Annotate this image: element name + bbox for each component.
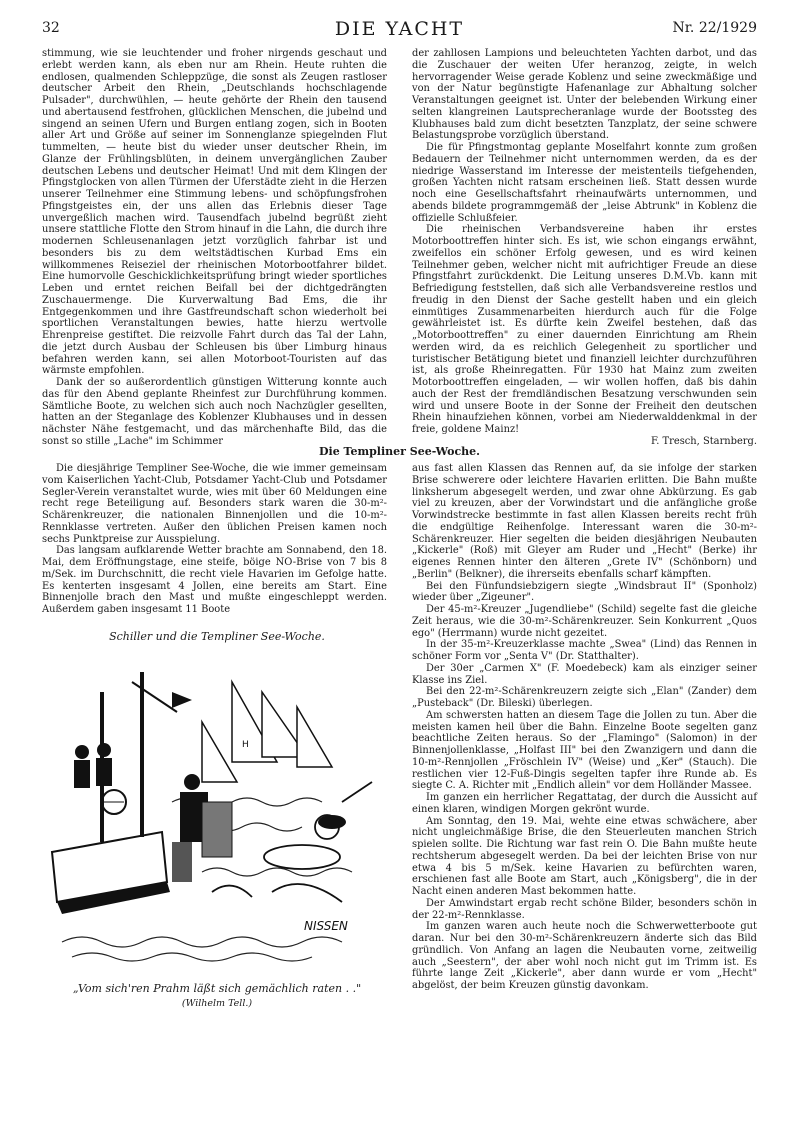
paragraph: Im ganzen ein herrlicher Regattatag, der durch die Aussicht auf einen klaren, windigen Morgen gekrönt wurde.: [412, 792, 757, 815]
article-column-top-right: [412, 48, 757, 448]
paragraph: Im ganzen waren auch heute noch die Schwerwetterboote gut daran. Nur bei den 30-m²-Schärenkreuzern änderte sich das Bild gründlich. Von Anfang an lagen die Neubauten vorne, zeitweilig auch „Seestern", der aber wohl noch nicht gut im Trimm ist. Es führte lange Zeit „Kickerle", aber dann wurde er vom „Hecht" abgelöst, der beim Kreuzen günstig davonkam.: [412, 921, 757, 991]
illustration-source: (Wilhelm Tell.): [181, 998, 253, 1009]
article-column-bottom-right: [412, 463, 757, 992]
magazine-title: DIE YACHT: [334, 18, 465, 40]
cartoon-illustration: [42, 630, 392, 1020]
issue-number: Nr. 22/1929: [672, 20, 757, 36]
svg-text:H: H: [242, 740, 249, 750]
paragraph: Bei den 22-m²-Schärenkreuzern zeigte sich „Elan" (Zander) dem „Pusteback" (Dr. Bileski) überlegen.: [412, 686, 757, 709]
paragraph: Der 45-m²-Kreuzer „Jugendliebe" (Schild) segelte fast die gleiche Zeit heraus, wie die 30-m²-Schärenkreuzer. Sein Konkurrent „Quos ego" (Herrmann) wurde nicht gezeitet.: [412, 604, 757, 639]
paragraph: Die rheinischen Verbandsvereine haben ihr erstes Motorboottreffen hinter sich. Es ist, wie schon eingangs erwähnt, zweifellos ein schöner Erfolg gewesen, und es wird keinen Teilnehmer geben, welcher nicht mit aufrichtiger Freude an diese Pfingstfahrt zurückdenkt. Die Leitung unseres D.M.Vb. kann mit Befriedigung feststellen, daß sich alle Verbandsvereine restlos und freudig in den Dienst der Sache gestellt haben und ein gleich einmütiges Zusammenarbeiten hierdurch auch für die Folge gewährleistet ist. Es dürfte kein Zweifel bestehen, daß das „Motorboottreffen" zu einer dauernden Einrichtung am Rhein werden wird, da es reichlich Gelegenheit zu sportlicher und turistischer Betätigung bietet und finanziell leichter durchzuführen ist, als große Rheinregatten. Für 1930 hat Mainz zum zweiten Motorboottreffen eingeladen, — wir wollen hoffen, daß bis dahin auch der Rest der fremdländischen Besatzung verschwunden sein wird und unsere Boote in der Sonne der Freiheit den deutschen Rhein hinaufziehen können, vorbei am Niederwalddenkmal in der freie, goldene Mainz!: [412, 224, 757, 435]
illustration-quote: „Vom sich'ren Prahm läßt sich gemächlich raten . .": [72, 982, 362, 995]
paragraph: Der Amwindstart ergab recht schöne Bilder, besonders schön in der 22-m²-Rennklasse.: [412, 897, 757, 921]
paragraph: Bei den Fünfundsiebzigern siegte „Windsbraut II" (Sponholz) wieder über „Zigeuner".: [412, 580, 757, 604]
article-column-bottom-left: [42, 463, 387, 616]
paragraph: Am Sonntag, den 19. Mai, wehte eine etwas schwächere, aber nicht ungleichmäßige Brise, die den Steuerleuten manchen Strich spielen sollte. Die Richtung war fast rein O. Die Bahn mußte heute rechtsherum abgesegelt werden. Da bei der leichten Brise von nur etwa 4 bis 5 m/Sek. keine Havarien zu befürchten waren, erschienen fast alle Boote am Start, auch „Königsberg", die in der Nacht einen anderen Mast bekommen hatte.: [412, 815, 757, 897]
paragraph: Die für Pfingstmontag geplante Moselfahrt konnte zum großen Bedauern der Teilnehmer nicht unternommen werden, da es der niedrige Wasserstand im Interesse der meistenteils tiefgehenden, großen Yachten nicht ratsam erscheinen ließ. Statt dessen wurde noch eine Gesellschaftsfahrt rheinaufwärts unternommen, und abends bildete programmgemäß der „leise Abtrunk" in Koblenz die offizielle Schlußfeier.: [412, 142, 757, 224]
cartoon-drawing: [42, 652, 392, 982]
illustration-caption: Schiller und die Templiner See-Woche.: [109, 630, 325, 643]
author-signature: F. Tresch, Starnberg.: [650, 435, 757, 447]
paragraph: der zahllosen Lampions und beleuchteten Yachten darbot, und das die Zuschauer der weiten Ufer heranzog, zeigte, in welch hervorragender Weise gerade Koblenz und seine zweckmäßige und von der Natur begünstigte Hafenanlage zur Abhaltung solcher Veranstaltungen geeignet ist. Unter der belebenden Wirkung einer selten klangreinen Lautsprecheranlage wurde der Bootssteg des Klubhauses bald zum dicht besetzten Tanzplatz, der seine schwere Belastungsprobe vorzüglich überstand.: [412, 48, 757, 142]
article-title: Die Templiner See-Woche.: [319, 445, 480, 458]
paragraph: Die diesjährige Templiner See-Woche, die wie immer gemeinsam vom Kaiserlichen Yacht-Club, Potsdamer Yacht-Club und Potsdamer Segler-Verein veranstaltet wurde, wies mit über 60 Meldungen eine recht rege Beteiligung auf. Besonders stark waren die 30-m²-Schärenkreuzer, die nationalen Binnenjollen und die 10-m²-Rennklasse vertreten. Außer den üblichen Preisen kamen noch sechs Punktpreise zur Ausspielung.: [42, 463, 387, 545]
paragraph: Dank der so außerordentlich günstigen Witterung konnte auch das für den Abend geplante Rheinfest zur Durchführung kommen. Sämtliche Boote, zu welchen sich auch noch Nachzügler gesellten, hatten an der Steganlage des Koblenzer Klubhauses und in dessen nächster Nähe festgemacht, und das märchenhafte Bild, das die sonst so stille „Lache" im Schimmer: [42, 377, 387, 447]
paragraph: stimmung, wie sie leuchtender und froher nirgends geschaut und erlebt werden kann, als eben nur am Rhein. Heute ruhten die endlosen, qualmenden Schleppzüge, die sonst als Zeugen rastloser deutscher Arbeit den Rhein, „Deutschlands hochschlagende Pulsader", durchwühlen, — heute gehörte der Rhein den tausend und abertausend festfrohen, glücklichen Menschen, die jubelnd und singend an seinen Ufern und Burgen entlang zogen, sich in Booten aller Art und Größe auf seiner im Sonnenglanze spiegelnden Flut tummelten, — heute bist du wieder unser deutscher Rhein, im Glanze der Frühlingsblüten, in deinem unvergänglichen Zauber deutschen Lebens und deutscher Heimat! Und mit dem Klingen der Pfingstglocken von allen Türmen der Uferstädte zieht in die Herzen unserer Teilnehmer eine Stimmung lebens- und schöpfungsfrohen Pfingstgeistes ein, der uns allen das Erlebnis dieser Tage unvergeßlich machen wird. Tausendfach jubelnd begrüßt zieht unsere stattliche Flotte den Strom hinauf in die Lahn, die durch ihre modernen Schleusenanlagen jetzt vorzüglich fahrbar ist und besonders bis zu dem weltstädtischen Kurbad Ems ein willkommenes Reiseziel der rheinischen Motorbootfahrer bildet. Eine humorvolle Geschicklichkeitsprüfung bringt wieder sportliches Leben und erntet reichen Beifall bei der dichtgedrängten Zuschauermenge. Die Kurverwaltung Bad Ems, die ihr Entgegenkommen und ihre Gastfreundschaft schon wiederholt bei sportlichen Veranstaltungen bewies, hatte hierzu wertvolle Ehrenpreise gestiftet. Die reizvolle Fahrt durch das Tal der Lahn, die jetzt durch Ausbau der Schleusen bis über Limburg hinaus befahren werden kann, sei allen Motorboot-Touristen auf das wärmste empfohlen.: [42, 48, 387, 377]
paragraph: Am schwersten hatten an diesem Tage die Jollen zu tun. Aber die meisten kamen heil über die Bahn. Einzelne Boote segelten ganz beachtliche Zeiten heraus. So der „Flamingo" (Salomon) in der Binnenjollenklasse, „Holfast III" bei den Zwanzigern und dann die 10-m²-Rennjollen „Fröschlein IV" (Weise) und „Ker" (Stauch). Die restlichen vier 12-Fuß-Dingis segelten tapfer ihre Runde ab. Es siegte C. A. Richter mit „Endlich allein" vor dem Holländer Massee.: [412, 709, 757, 792]
paragraph: Der 30er „Carmen X" (F. Moedebeck) kam als einziger seiner Klasse ins Ziel.: [412, 662, 757, 686]
article-column-top-left: [42, 48, 387, 448]
page-number: 32: [42, 20, 60, 36]
page-header: [42, 20, 757, 42]
paragraph: In der 35-m²-Kreuzerklasse machte „Swea" (Lind) das Rennen in schöner Form vor „Senta V" (Dr. Statthalter).: [412, 639, 757, 662]
paragraph: Das langsam aufklarende Wetter brachte am Sonnabend, den 18. Mai, dem Eröffnungstage, eine steife, böige NO-Brise von 7 bis 8 m/Sek. im Durchschnitt, die recht viele Havarien im Gefolge hatte. Es kenterten insgesamt 4 Jollen, eine bereits am Start. Eine Binnenjolle brach den Mast und mußte eingeschleppt werden. Außerdem gaben insgesamt 11 Boote: [42, 545, 387, 615]
paragraph: aus fast allen Klassen das Rennen auf, da sie infolge der starken Brise schwerere oder leichtere Havarien erlitten. Die Bahn mußte linksherum abgesegelt werden, und zwar ohne Abkürzung. Es gab viel zu kreuzen, aber der Vorwindstart und die anfängliche große Vorwindstrecke bestimmte in fast allen Klassen bereits recht früh die endgültige Reihenfolge. Interessant waren die 30-m²-Schärenkreuzer. Hier segelten die beiden diesjährigen Neubauten „Kickerle" (Roß) mit Gleyer am Ruder und „Hecht" (Berke) ihr eigenes Rennen hinter den älteren „Grete IV" (Schönborn) und „Berlin" (Belkner), die ihrerseits ebenfalls scharf kämpften.: [412, 463, 757, 580]
artist-signature: NISSEN: [304, 919, 348, 933]
